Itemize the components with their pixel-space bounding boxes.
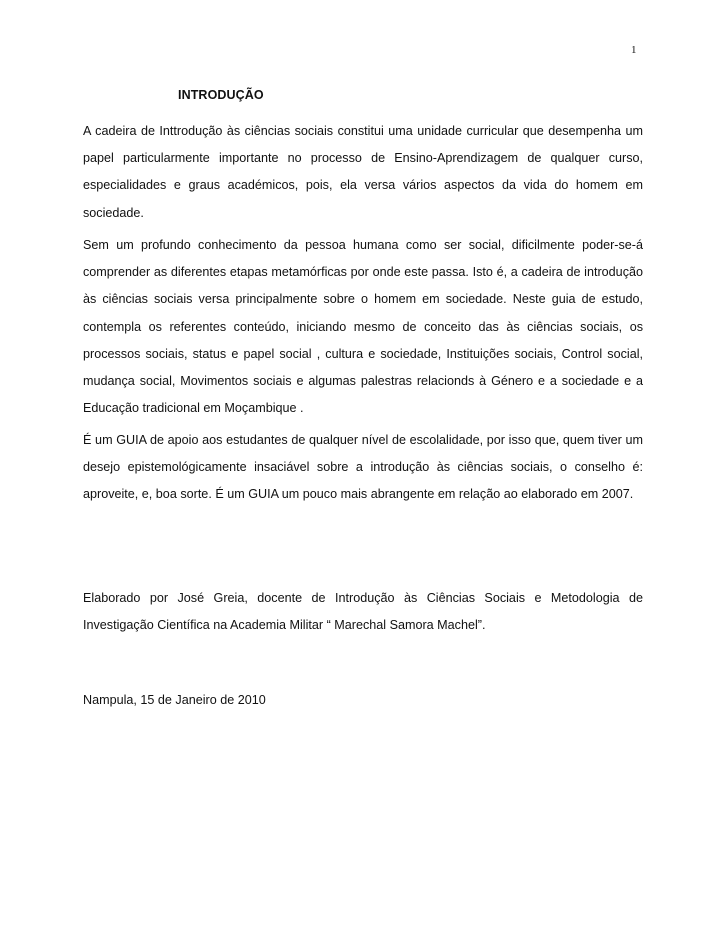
paragraph-intro: A cadeira de Inttrodução às ciências sociais constitui uma unidade curricular que desempenha um papel particularmente importante no processo de Ensino-Aprendizagem de qualquer curso, especialidades e graus académicos, pois, ela versa vários aspectos da vida do homem em sociedade. <box>83 124 643 220</box>
paragraph-guide: É um GUIA de apoio aos estudantes de qualquer nível de escolalidade, por isso que, quem tiver um desejo epistemológicamente insaciável sobre a introdução às ciências sociais, o conselho é: aproveite, e, boa sorte. É um GUIA um pouco mais abrangente em relação ao elaborado em 2007. <box>83 433 643 502</box>
page-number: 1 <box>631 44 637 56</box>
paragraph-content: Sem um profundo conhecimento da pessoa humana como ser social, dificilmente poder-se-á comprender as diferentes etapas metamórficas por onde este passa. Isto é, a cadeira de introdução às ciências sociais versa principalmente sobre o homem em sociedade. Neste guia de estudo, contempla os referentes conteúdo, iniciando mesmo de conceito das às ciências sociais, os processos sociais, status e papel social , cultura e sociedade, Instituições sociais, Control social, mudança social, Movimentos sociais e algumas palestras relacionds à Género e a sociedade e a Educação tradicional em Moçambique . <box>83 238 643 416</box>
paragraph-author: Elaborado por José Greia, docente de Introdução às Ciências Sociais e Metodologia de Investigação Científica na Academia Militar “ Marechal Samora Machel”. <box>83 591 643 633</box>
section-heading: INTRODUÇÃO <box>178 88 264 102</box>
place-date: Nampula, 15 de Janeiro de 2010 <box>83 693 266 707</box>
